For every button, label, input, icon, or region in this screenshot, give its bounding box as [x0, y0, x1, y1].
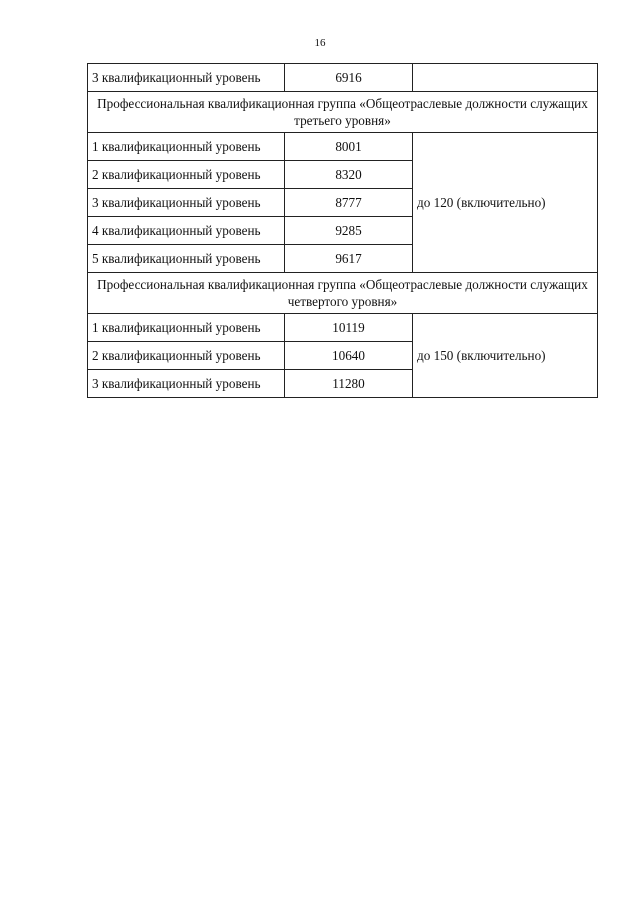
table-row — [88, 64, 598, 92]
group-title: Профессиональная квалификационная группа «Общеотраслевые должности служащих третьего уровня» — [88, 92, 598, 133]
group-header-row — [88, 273, 598, 314]
level-value: 9617 — [285, 245, 413, 273]
group-title: Профессиональная квалификационная группа «Общеотраслевые должности служащих четвертого уровня» — [88, 273, 598, 314]
page-number: 16 — [314, 37, 326, 49]
level-name: 2 квалификационный уровень — [88, 161, 285, 189]
level-value: 11280 — [285, 370, 413, 398]
group-header-row — [88, 92, 598, 133]
level-name: 5 квалификационный уровень — [88, 245, 285, 273]
bonus-cell: до 120 (включительно) — [413, 133, 598, 273]
level-name: 3 квалификационный уровень — [88, 64, 285, 92]
level-value: 10119 — [285, 314, 413, 342]
level-value: 8001 — [285, 133, 413, 161]
bonus-cell: до 150 (включительно) — [413, 314, 598, 398]
level-value: 10640 — [285, 342, 413, 370]
salary-table — [87, 63, 598, 398]
level-name: 4 квалификационный уровень — [88, 217, 285, 245]
level-name: 2 квалификационный уровень — [88, 342, 285, 370]
level-name: 1 квалификационный уровень — [88, 314, 285, 342]
table-row — [88, 133, 598, 161]
table-row — [88, 314, 598, 342]
level-value: 8777 — [285, 189, 413, 217]
level-value: 6916 — [285, 64, 413, 92]
level-name: 3 квалификационный уровень — [88, 189, 285, 217]
level-name: 3 квалификационный уровень — [88, 370, 285, 398]
level-value: 9285 — [285, 217, 413, 245]
level-value: 8320 — [285, 161, 413, 189]
level-name: 1 квалификационный уровень — [88, 133, 285, 161]
bonus-cell — [413, 64, 598, 92]
